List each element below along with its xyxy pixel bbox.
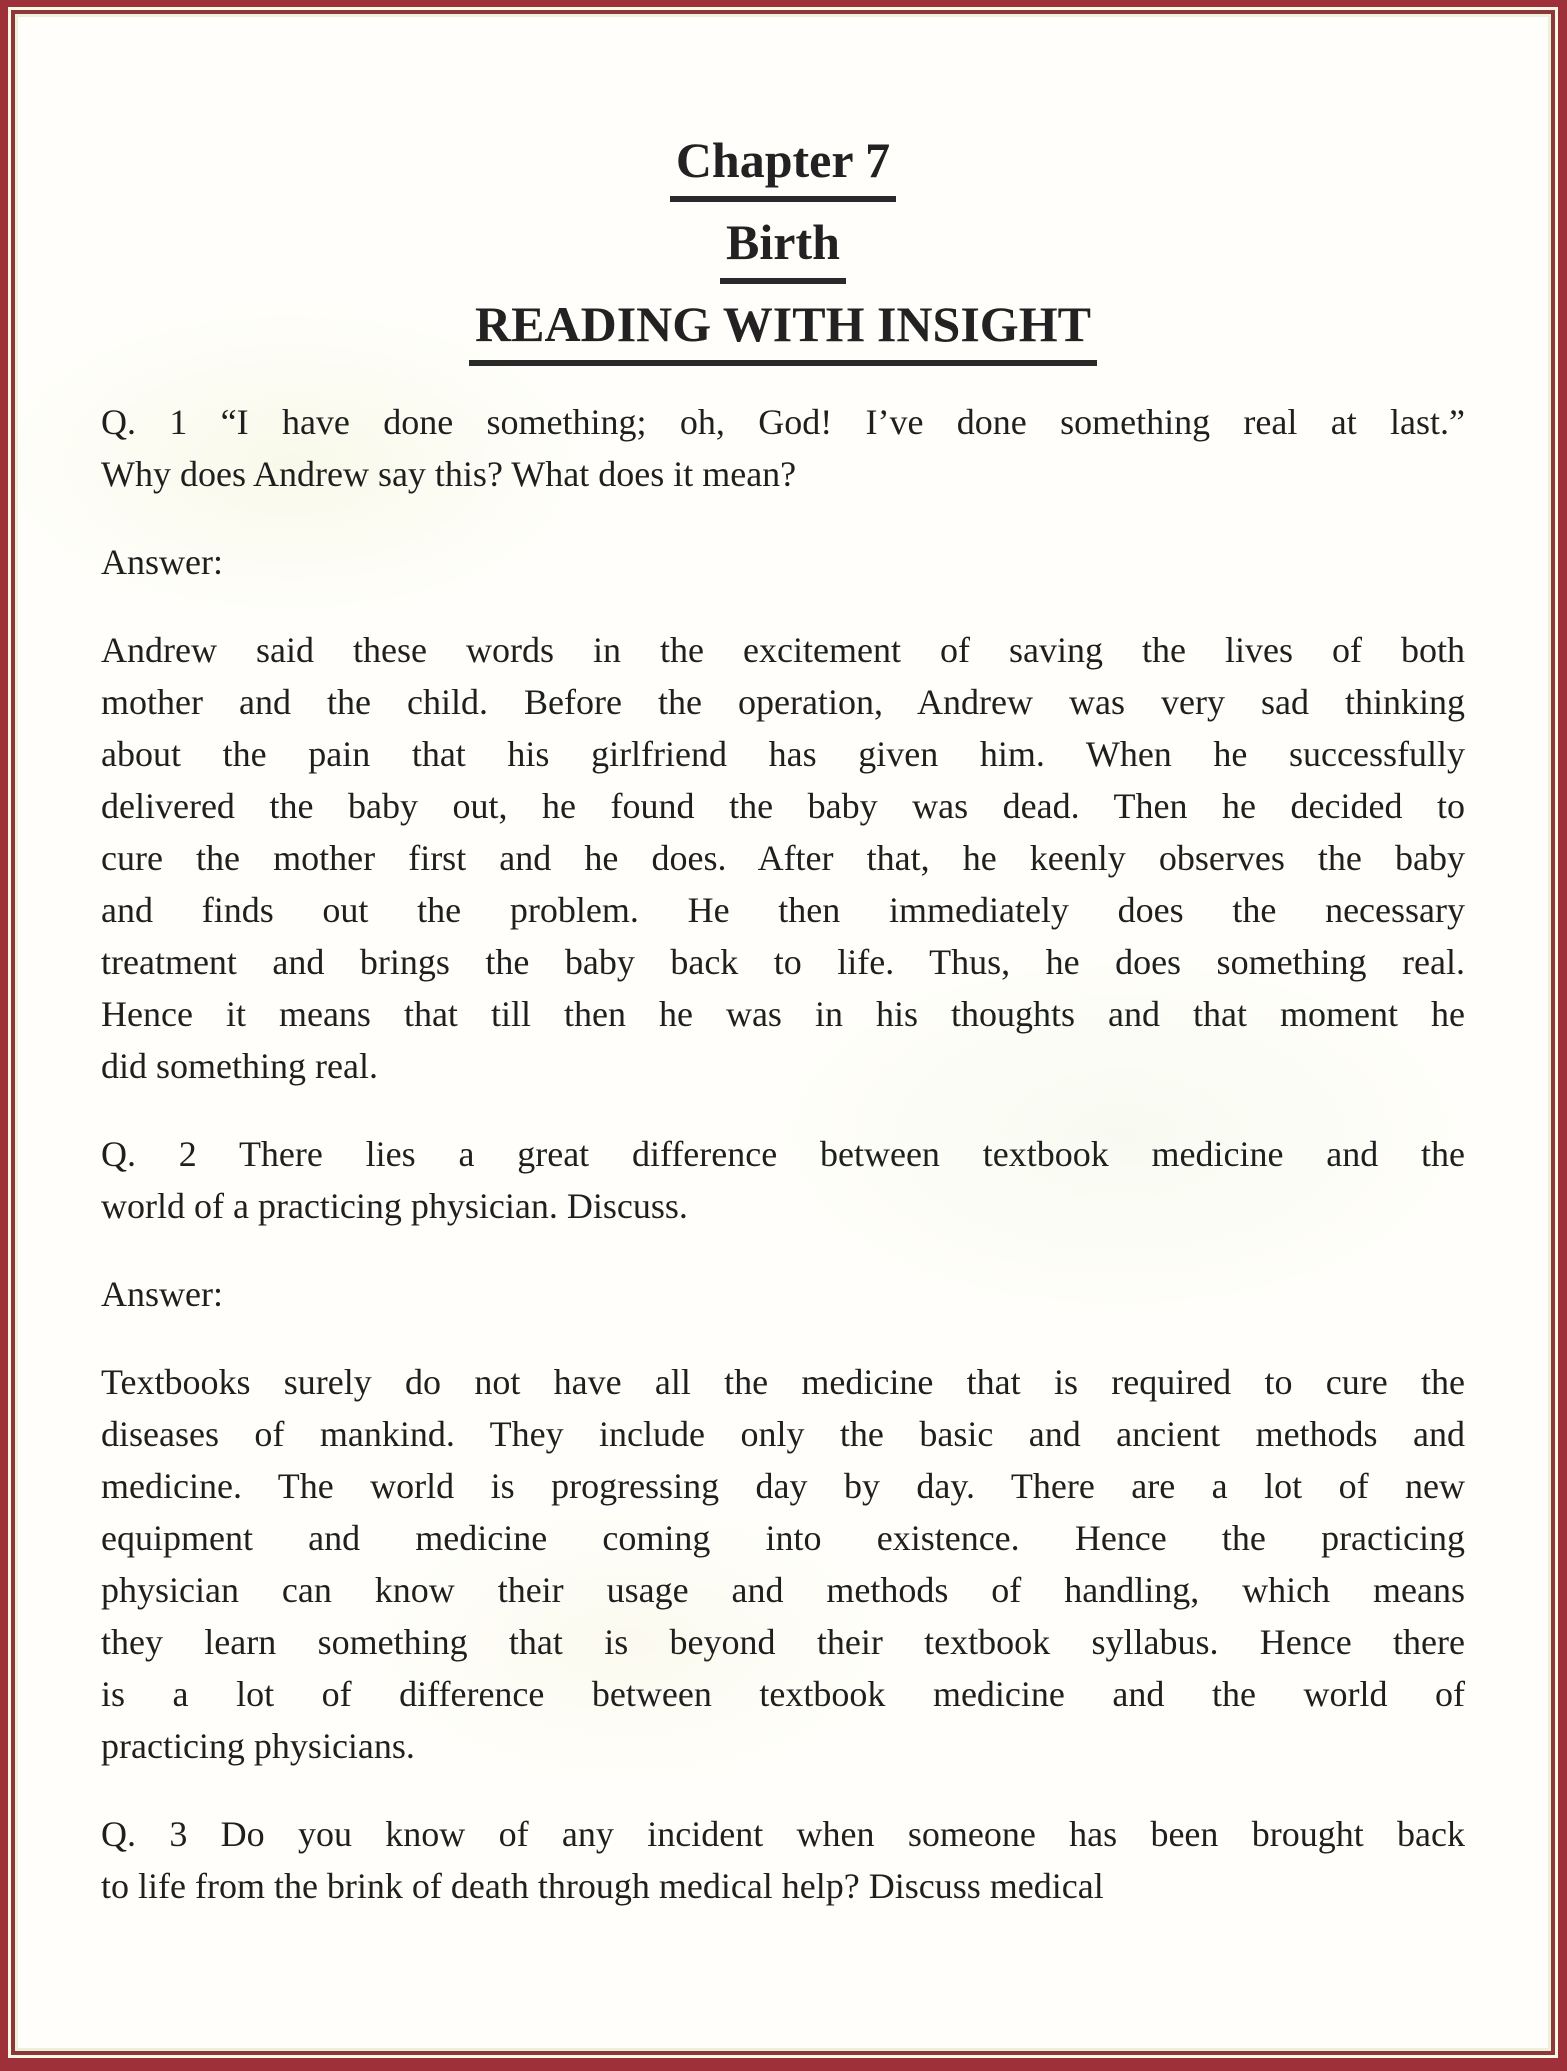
- answer-paragraph: [101, 1356, 1465, 1772]
- text-line: did something real.: [101, 1046, 378, 1086]
- section-heading: [101, 296, 1465, 366]
- chapter-title-text: Birth: [720, 214, 846, 284]
- text-line: Q. 2 There lies a great difference between textbook medicine and the: [101, 1134, 1465, 1174]
- answer-label: [101, 1268, 1465, 1320]
- text-line: about the pain that his girlfriend has given him. When he successfully: [101, 734, 1465, 774]
- chapter-title: [101, 214, 1465, 284]
- text-line: equipment and medicine coming into existence. Hence the practicing: [101, 1518, 1465, 1558]
- text-line: world of a practicing physician. Discuss.: [101, 1186, 688, 1226]
- text-line: Answer:: [101, 1274, 223, 1314]
- text-line: medicine. The world is progressing day by day. There are a lot of new: [101, 1466, 1465, 1506]
- question-paragraph: [101, 1128, 1465, 1232]
- section-heading-text: READING WITH INSIGHT: [469, 296, 1097, 366]
- text-line: treatment and brings the baby back to life. Thus, he does something real.: [101, 942, 1465, 982]
- page-content: [15, 14, 1551, 1912]
- text-line: delivered the baby out, he found the baby was dead. Then he decided to: [101, 786, 1465, 826]
- answer-label: [101, 536, 1465, 588]
- text-line: and finds out the problem. He then immediately does the necessary: [101, 890, 1465, 930]
- text-line: diseases of mankind. They include only the basic and ancient methods and: [101, 1414, 1465, 1454]
- text-line: cure the mother first and he does. After that, he keenly observes the baby: [101, 838, 1465, 878]
- text-line: Q. 3 Do you know of any incident when someone has been brought back: [101, 1814, 1465, 1854]
- question-paragraph: [101, 396, 1465, 500]
- text-line: Q. 1 “I have done something; oh, God! I’ve done something real at last.”: [101, 402, 1465, 442]
- text-line: to life from the brink of death through medical help? Discuss medical: [101, 1866, 1104, 1906]
- text-line: Answer:: [101, 542, 223, 582]
- page-sheet: [11, 10, 1555, 2055]
- text-line: mother and the child. Before the operation, Andrew was very sad thinking: [101, 682, 1465, 722]
- text-line: physician can know their usage and methods of handling, which means: [101, 1570, 1465, 1610]
- chapter-heading-text: Chapter 7: [670, 132, 896, 202]
- text-line: Textbooks surely do not have all the medicine that is required to cure the: [101, 1362, 1465, 1402]
- text-line: practicing physicians.: [101, 1726, 415, 1766]
- text-line: is a lot of difference between textbook medicine and the world of: [101, 1674, 1465, 1714]
- chapter-heading: [101, 132, 1465, 202]
- question-paragraph: [101, 1808, 1465, 1912]
- page-frame-gap: [8, 7, 1558, 2058]
- text-line: Andrew said these words in the excitement of saving the lives of both: [101, 630, 1465, 670]
- document-body: [101, 396, 1465, 1912]
- text-line: Hence it means that till then he was in his thoughts and that moment he: [101, 994, 1465, 1034]
- answer-paragraph: [101, 624, 1465, 1092]
- text-line: Why does Andrew say this? What does it mean?: [101, 454, 797, 494]
- text-line: they learn something that is beyond their textbook syllabus. Hence there: [101, 1622, 1465, 1662]
